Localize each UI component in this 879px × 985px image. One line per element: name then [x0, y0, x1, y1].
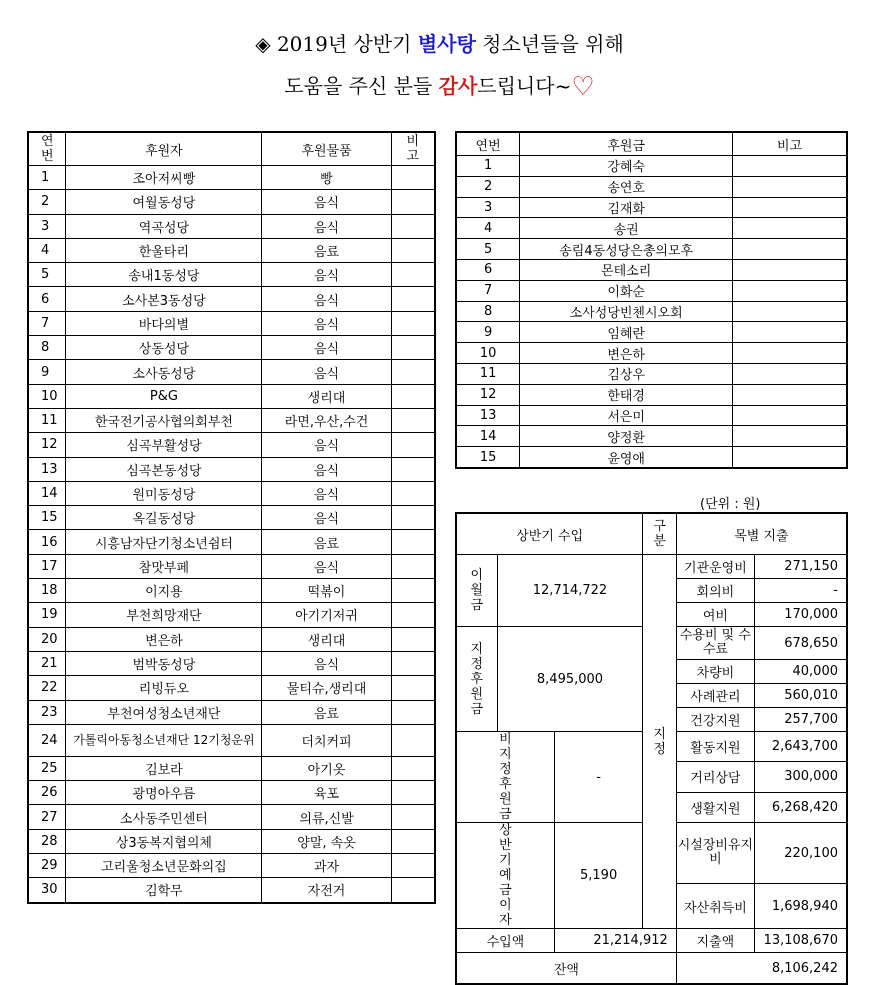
table-row — [456, 384, 847, 405]
row-note — [391, 756, 435, 780]
row-goods: 음식 — [262, 651, 391, 675]
row-donor: 가톨릭아동청소년재단 12기청운위 — [66, 724, 262, 756]
expense-value: 560,010 — [755, 684, 847, 708]
row-donor: 송내1동성당 — [66, 263, 262, 287]
table-row — [456, 405, 847, 426]
row-no: 6 — [28, 287, 66, 311]
row-donor: 소사동성당 — [66, 360, 262, 384]
row-note — [733, 405, 847, 426]
row-donor: 김상우 — [520, 363, 733, 384]
row-no: 29 — [28, 854, 66, 878]
row-no: 15 — [28, 506, 66, 530]
row-no: 25 — [28, 756, 66, 780]
expense-label: 시설장비유지비 — [676, 823, 754, 884]
row-note — [391, 829, 435, 853]
row-note — [733, 384, 847, 405]
row-goods: 빵 — [262, 166, 391, 190]
table-row — [456, 363, 847, 384]
row-note — [733, 156, 847, 177]
expense-label: 수용비 및 수수료 — [676, 627, 754, 660]
row-donor: 리빙듀오 — [66, 676, 262, 700]
row-donor: 상3동복지협의체 — [66, 829, 262, 853]
row-no: 4 — [28, 238, 66, 262]
row-note — [391, 878, 435, 903]
row-note — [733, 280, 847, 301]
finance-table — [455, 512, 848, 985]
expense-label: 자산취득비 — [676, 884, 754, 929]
row-note — [391, 238, 435, 262]
row-goods: 음식 — [262, 287, 391, 311]
row-donor: 고리울청소년문화의집 — [66, 854, 262, 878]
row-donor: 이지용 — [66, 579, 262, 603]
heart-icon: ♡ — [571, 72, 595, 102]
row-goods: 음식 — [262, 554, 391, 578]
income-total-label: 수입액 — [456, 929, 554, 953]
money-donor-table — [455, 131, 848, 469]
row-goods: 양말, 속옷 — [262, 829, 391, 853]
row-note — [391, 360, 435, 384]
table-row — [456, 280, 847, 301]
row-no: 23 — [28, 700, 66, 724]
row-note — [391, 166, 435, 190]
row-note — [391, 336, 435, 360]
row-note — [391, 481, 435, 505]
row-donor: 변은하 — [520, 343, 733, 364]
row-note — [391, 263, 435, 287]
expense-value: 220,100 — [755, 823, 847, 884]
row-donor: 조아저씨빵 — [66, 166, 262, 190]
row-note — [391, 214, 435, 238]
expense-value: 2,643,700 — [755, 732, 847, 762]
row-note — [391, 805, 435, 829]
row-no: 3 — [456, 197, 520, 218]
row-donor: 한국전기공사협의회부천 — [66, 408, 262, 432]
row-donor: 심곡부활성당 — [66, 433, 262, 457]
row-no: 17 — [28, 554, 66, 578]
row-goods: 생리대 — [262, 627, 391, 651]
row-note — [391, 700, 435, 724]
title-prefix: ◈ 2019년 상반기 — [255, 32, 418, 56]
row-note — [391, 554, 435, 578]
expense-label: 생활지원 — [676, 792, 754, 822]
table-row — [456, 343, 847, 364]
row-note — [391, 676, 435, 700]
expense-label: 사례관리 — [676, 684, 754, 708]
row-donor: 부천여성청소년재단 — [66, 700, 262, 724]
row-donor: 참맛부페 — [66, 554, 262, 578]
row-donor: 범박동성당 — [66, 651, 262, 675]
income-label: 지 정 후 원 금 — [456, 627, 497, 732]
row-no: 16 — [28, 530, 66, 554]
row-goods: 육포 — [262, 781, 391, 805]
table-row — [28, 287, 435, 311]
row-no: 14 — [28, 481, 66, 505]
row-note — [391, 506, 435, 530]
row-donor: 서은미 — [520, 405, 733, 426]
table-row — [456, 218, 847, 239]
row-no: 20 — [28, 627, 66, 651]
col-header-goods: 후원물품 — [262, 132, 391, 166]
row-no: 10 — [456, 343, 520, 364]
row-donor: 한울타리 — [66, 238, 262, 262]
row-donor: 송권 — [520, 218, 733, 239]
expense-label: 거리상담 — [676, 762, 754, 792]
row-goods: 음식 — [262, 457, 391, 481]
table-row — [28, 433, 435, 457]
table-row — [456, 447, 847, 468]
expense-label: 회의비 — [676, 579, 754, 603]
table-row — [28, 506, 435, 530]
table-row — [28, 408, 435, 432]
row-donor: P&G — [66, 384, 262, 408]
row-goods: 음식 — [262, 481, 391, 505]
row-donor: 소사동주민센터 — [66, 805, 262, 829]
row-no: 2 — [28, 190, 66, 214]
row-note — [391, 457, 435, 481]
row-note — [733, 259, 847, 280]
row-goods: 음식 — [262, 263, 391, 287]
expense-header: 목별 지출 — [676, 513, 847, 555]
row-donor: 몬테소리 — [520, 259, 733, 280]
income-label: 이 월 금 — [456, 555, 497, 627]
row-note — [391, 408, 435, 432]
income-total-value: 21,214,912 — [554, 929, 676, 953]
table-row — [456, 156, 847, 177]
expense-value: - — [755, 579, 847, 603]
row-donor: 역곡성당 — [66, 214, 262, 238]
row-no: 9 — [28, 360, 66, 384]
row-goods: 음식 — [262, 311, 391, 335]
table-row — [28, 457, 435, 481]
row-donor: 옥길동성당 — [66, 506, 262, 530]
row-no: 21 — [28, 651, 66, 675]
row-no: 11 — [456, 363, 520, 384]
table-row — [28, 384, 435, 408]
row-note — [733, 447, 847, 468]
income-header: 상반기 수입 — [456, 513, 643, 555]
row-goods: 음료 — [262, 530, 391, 554]
expense-label: 활동지원 — [676, 732, 754, 762]
row-no: 10 — [28, 384, 66, 408]
row-donor: 상동성당 — [66, 336, 262, 360]
row-donor: 김재화 — [520, 197, 733, 218]
income-value: 8,495,000 — [497, 627, 643, 732]
title-line-1 — [0, 28, 879, 57]
row-note — [733, 426, 847, 447]
goods-donor-table — [27, 131, 436, 904]
expense-label: 기관운영비 — [676, 555, 754, 579]
unit-label: (단위 : 원) — [700, 497, 761, 512]
row-no: 22 — [28, 676, 66, 700]
row-donor: 부천희망재단 — [66, 603, 262, 627]
row-note — [391, 781, 435, 805]
expense-value: 257,700 — [755, 708, 847, 732]
balance-label: 잔액 — [456, 953, 676, 985]
row-no: 7 — [456, 280, 520, 301]
table-row — [456, 239, 847, 260]
row-donor: 양정환 — [520, 426, 733, 447]
table-row — [28, 854, 435, 878]
col-header-note: 비 고 — [391, 132, 435, 166]
row-note — [733, 218, 847, 239]
row-note — [391, 311, 435, 335]
row-no: 4 — [456, 218, 520, 239]
row-donor: 강혜숙 — [520, 156, 733, 177]
table-row — [28, 481, 435, 505]
title-suffix: 청소년들을 위해 — [475, 32, 624, 56]
row-no: 27 — [28, 805, 66, 829]
expense-value: 300,000 — [755, 762, 847, 792]
table-row — [28, 651, 435, 675]
row-goods: 음식 — [262, 190, 391, 214]
row-no: 3 — [28, 214, 66, 238]
table-row — [28, 214, 435, 238]
col-header-no: 연번 — [456, 132, 520, 156]
row-goods: 과자 — [262, 854, 391, 878]
income-value: 12,714,722 — [497, 555, 643, 627]
row-no: 8 — [456, 301, 520, 322]
balance-row — [456, 953, 847, 985]
row-note — [391, 854, 435, 878]
row-donor: 송림4동성당은총의모후 — [520, 239, 733, 260]
row-goods: 음식 — [262, 433, 391, 457]
row-goods: 음료 — [262, 700, 391, 724]
row-no: 2 — [456, 176, 520, 197]
row-donor: 김학무 — [66, 878, 262, 903]
row-donor: 윤영애 — [520, 447, 733, 468]
row-goods: 의류,신발 — [262, 805, 391, 829]
row-goods: 더치커피 — [262, 724, 391, 756]
table-row — [28, 603, 435, 627]
row-note — [391, 384, 435, 408]
row-no: 30 — [28, 878, 66, 903]
thanks-highlight: 감사 — [438, 74, 478, 98]
table-row — [28, 781, 435, 805]
col-header-donor: 후원금 — [520, 132, 733, 156]
table-row — [28, 627, 435, 651]
row-donor: 한태경 — [520, 384, 733, 405]
row-note — [391, 651, 435, 675]
row-donor: 이화순 — [520, 280, 733, 301]
expense-label: 건강지원 — [676, 708, 754, 732]
row-goods: 음식 — [262, 336, 391, 360]
row-note — [733, 197, 847, 218]
table-row — [28, 878, 435, 903]
row-no: 5 — [456, 239, 520, 260]
row-no: 11 — [28, 408, 66, 432]
table-row — [456, 426, 847, 447]
thanks-suffix: 드립니다~ — [477, 74, 572, 98]
table-row — [28, 554, 435, 578]
row-no: 12 — [28, 433, 66, 457]
row-no: 26 — [28, 781, 66, 805]
row-donor: 시흥남자단기청소년쉼터 — [66, 530, 262, 554]
row-no: 13 — [456, 405, 520, 426]
income-value: 5,190 — [554, 823, 643, 929]
row-donor: 변은하 — [66, 627, 262, 651]
expense-value: 1,698,940 — [755, 884, 847, 929]
table-row — [28, 724, 435, 756]
row-note — [733, 239, 847, 260]
row-no: 12 — [456, 384, 520, 405]
row-donor: 광명아우름 — [66, 781, 262, 805]
title-highlight-byeolsatang: 별사탕 — [417, 32, 476, 56]
balance-value: 8,106,242 — [676, 953, 847, 985]
row-no: 18 — [28, 579, 66, 603]
row-note — [733, 322, 847, 343]
table-row — [28, 530, 435, 554]
row-goods: 음식 — [262, 360, 391, 384]
row-note — [733, 343, 847, 364]
row-note — [391, 433, 435, 457]
table-row — [28, 805, 435, 829]
row-no: 14 — [456, 426, 520, 447]
table-row — [456, 259, 847, 280]
income-label: 비 지 정 후 원 금 — [456, 732, 554, 823]
row-no: 1 — [456, 156, 520, 177]
income-value: - — [554, 732, 643, 823]
expense-value: 170,000 — [755, 603, 847, 627]
row-no: 9 — [456, 322, 520, 343]
row-no: 15 — [456, 447, 520, 468]
col-header-donor: 후원자 — [66, 132, 262, 166]
row-goods: 물티슈,생리대 — [262, 676, 391, 700]
row-goods: 음식 — [262, 506, 391, 530]
expense-value: 6,268,420 — [755, 792, 847, 822]
expense-total-label: 지출액 — [676, 929, 754, 953]
row-goods: 음식 — [262, 214, 391, 238]
row-note — [391, 190, 435, 214]
row-donor: 소사본3동성당 — [66, 287, 262, 311]
row-donor: 여월동성당 — [66, 190, 262, 214]
row-no: 7 — [28, 311, 66, 335]
row-goods: 자전거 — [262, 878, 391, 903]
table-row — [28, 190, 435, 214]
totals-row — [456, 929, 847, 953]
row-note — [391, 287, 435, 311]
row-goods: 생리대 — [262, 384, 391, 408]
expense-total-value: 13,108,670 — [755, 929, 847, 953]
table-row — [28, 756, 435, 780]
table-row — [28, 676, 435, 700]
table-row — [28, 829, 435, 853]
row-note — [733, 176, 847, 197]
table-row — [28, 579, 435, 603]
table-row — [28, 311, 435, 335]
row-goods: 아기기저귀 — [262, 603, 391, 627]
row-donor: 바다의별 — [66, 311, 262, 335]
row-no: 5 — [28, 263, 66, 287]
row-note — [733, 363, 847, 384]
row-no: 24 — [28, 724, 66, 756]
col-header-no: 연 번 — [28, 132, 66, 166]
row-donor: 임혜란 — [520, 322, 733, 343]
table-row — [456, 301, 847, 322]
finance-row — [456, 555, 847, 579]
row-donor: 심곡본동성당 — [66, 457, 262, 481]
income-label: 상 반 기 예 금 이 자 — [456, 823, 554, 929]
row-note — [391, 530, 435, 554]
row-note — [391, 603, 435, 627]
table-row — [28, 360, 435, 384]
expense-value: 40,000 — [755, 660, 847, 684]
table-row — [28, 336, 435, 360]
table-row — [456, 197, 847, 218]
row-donor: 소사성당빈첸시오회 — [520, 301, 733, 322]
row-donor: 김보라 — [66, 756, 262, 780]
table-row — [28, 166, 435, 190]
row-note — [391, 579, 435, 603]
row-no: 1 — [28, 166, 66, 190]
row-goods: 라면,우산,수건 — [262, 408, 391, 432]
table-row — [28, 700, 435, 724]
row-note — [391, 724, 435, 756]
table-row — [456, 176, 847, 197]
expense-label: 차량비 — [676, 660, 754, 684]
row-donor: 원미동성당 — [66, 481, 262, 505]
expense-value: 678,650 — [755, 627, 847, 660]
table-row — [456, 322, 847, 343]
table-row — [28, 263, 435, 287]
col-header-note: 비고 — [733, 132, 847, 156]
row-no: 6 — [456, 259, 520, 280]
title-line-2 — [0, 70, 879, 102]
row-no: 8 — [28, 336, 66, 360]
row-goods: 떡볶이 — [262, 579, 391, 603]
category-cell: 지 정 — [643, 555, 676, 929]
row-note — [391, 627, 435, 651]
row-no: 13 — [28, 457, 66, 481]
row-goods: 음료 — [262, 238, 391, 262]
table-row — [28, 238, 435, 262]
row-note — [733, 301, 847, 322]
thanks-prefix: 도움을 주신 분들 — [284, 74, 439, 98]
row-no: 28 — [28, 829, 66, 853]
expense-label: 여비 — [676, 603, 754, 627]
category-header: 구 분 — [643, 513, 676, 555]
expense-value: 271,150 — [755, 555, 847, 579]
row-goods: 아기옷 — [262, 756, 391, 780]
row-no: 19 — [28, 603, 66, 627]
row-donor: 송연호 — [520, 176, 733, 197]
